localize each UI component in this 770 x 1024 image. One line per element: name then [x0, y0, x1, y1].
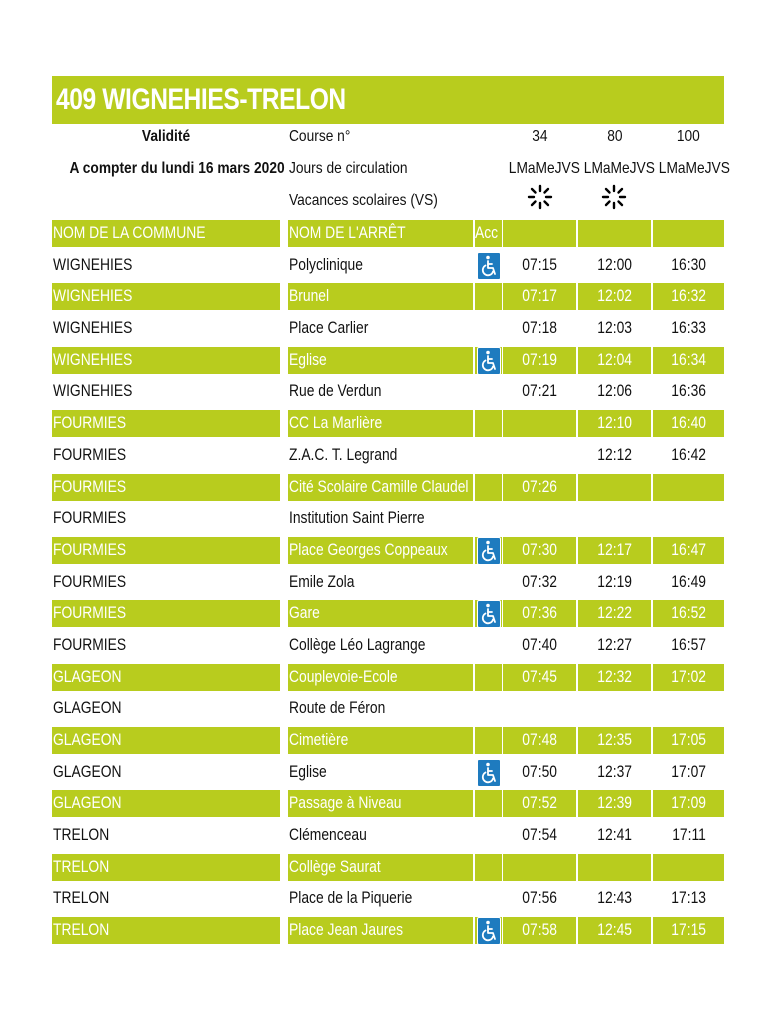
days-label: Jours de circulation — [289, 160, 408, 177]
table-row — [52, 376, 724, 408]
stop-name-cell-text: Route de Féron — [289, 699, 386, 718]
departure-time-course-2-text: 12:17 — [597, 540, 633, 559]
commune-cell — [52, 632, 280, 659]
stop-name-cell-text: Rue de Verdun — [289, 382, 382, 401]
holidays-label-cell — [289, 192, 462, 210]
course-days-3-cell — [653, 160, 730, 178]
departure-time-course-1 — [503, 600, 576, 627]
commune-cell — [52, 759, 280, 786]
holiday-sun-icon — [527, 184, 553, 210]
table-row — [52, 915, 724, 947]
departure-time-course-3 — [653, 600, 724, 627]
commune-cell-text: TRELON — [53, 921, 110, 940]
commune-cell-text: GLAGEON — [53, 699, 122, 718]
table-row — [52, 693, 724, 725]
commune-cell — [52, 378, 280, 405]
departure-time-course-1-text: 07:26 — [522, 477, 558, 496]
accessibility-cell — [475, 854, 502, 881]
stop-name-cell — [288, 442, 473, 469]
accessibility-column-header — [475, 220, 502, 247]
table-row — [52, 725, 724, 757]
departure-time-course-1-text: 07:40 — [522, 635, 558, 654]
commune-cell-text: FOURMIES — [53, 509, 127, 528]
commune-cell-text: WIGNEHIES — [53, 255, 133, 274]
departure-time-course-2 — [578, 505, 651, 532]
departure-time-course-1 — [503, 537, 576, 564]
departure-time-course-3-text: 16:57 — [671, 635, 707, 654]
wheelchair-accessible-icon — [477, 917, 501, 945]
departure-time-course-1-text: 07:32 — [522, 572, 558, 591]
departure-time-course-1 — [503, 315, 576, 342]
departure-time-course-3-text: 16:47 — [671, 540, 707, 559]
table-row — [52, 883, 724, 915]
course-number-2-cell — [578, 128, 651, 146]
stop-name-cell — [288, 854, 473, 881]
departure-time-course-3 — [653, 347, 724, 374]
departure-time-course-3-text: 16:34 — [671, 350, 707, 369]
departure-time-course-3 — [653, 537, 724, 564]
course-number-3-cell — [653, 128, 724, 146]
departure-time-course-2 — [578, 822, 651, 849]
table-row — [52, 472, 724, 504]
stop-name-cell-text: Eglise — [289, 350, 327, 369]
departure-time-course-3-text: 17:15 — [671, 921, 707, 940]
commune-cell — [52, 790, 280, 817]
timetable-body — [52, 250, 724, 947]
stop-name-cell — [288, 347, 473, 374]
wheelchair-accessible-icon — [477, 759, 501, 787]
commune-cell-text: FOURMIES — [53, 604, 127, 623]
departure-time-course-1 — [503, 378, 576, 405]
stop-name-cell — [288, 695, 473, 722]
departure-time-course-2 — [578, 442, 651, 469]
stop-name-cell — [288, 315, 473, 342]
table-row — [52, 567, 724, 599]
table-row — [52, 281, 724, 313]
departure-time-course-3-text: 16:49 — [671, 572, 707, 591]
commune-cell-text: TRELON — [53, 857, 110, 876]
departure-time-course-2 — [578, 347, 651, 374]
days-label-cell — [289, 160, 427, 178]
course-days-1: LMaMeJVS — [508, 160, 580, 177]
departure-time-course-2 — [578, 917, 651, 944]
commune-cell — [52, 695, 280, 722]
departure-time-course-1 — [503, 442, 576, 469]
stop-name-cell — [288, 632, 473, 659]
departure-time-course-2-text: 12:35 — [597, 731, 633, 749]
table-row — [52, 535, 724, 567]
departure-time-course-3-text: 16:52 — [671, 604, 707, 623]
column-header-row — [52, 218, 724, 250]
commune-header-label: NOM DE LA COMMUNE — [53, 224, 206, 242]
stop-name-cell — [288, 727, 473, 754]
timetable-sheet — [52, 76, 730, 947]
validity-value-cell — [52, 160, 285, 178]
stop-name-cell — [288, 378, 473, 405]
departure-time-course-1-text: 07:50 — [522, 762, 558, 781]
stop-name-cell — [288, 664, 473, 691]
departure-time-course-3-text: 16:40 — [671, 414, 707, 433]
course-label: Course n° — [289, 128, 351, 145]
table-row — [52, 598, 724, 630]
stop-name-cell — [288, 600, 473, 627]
departure-time-course-2-text: 12:45 — [597, 921, 633, 940]
departure-time-course-2-text: 12:19 — [597, 572, 633, 591]
stop-name-cell — [288, 822, 473, 849]
departure-time-course-3 — [653, 505, 724, 532]
commune-cell-text: TRELON — [53, 826, 110, 845]
stop-name-cell — [288, 569, 473, 596]
commune-cell-text: GLAGEON — [53, 794, 122, 813]
departure-time-course-1-text: 07:36 — [522, 604, 558, 623]
stop-name-cell-text: Place de la Piquerie — [289, 889, 413, 908]
commune-cell-text: FOURMIES — [53, 540, 127, 559]
departure-time-course-2-text: 12:03 — [597, 319, 633, 338]
accessibility-cell — [475, 505, 502, 532]
departure-time-course-2-text: 12:37 — [597, 762, 633, 781]
table-row — [52, 313, 724, 345]
stop-name-cell-text: Polyclinique — [289, 255, 363, 274]
stop-name-cell — [288, 885, 473, 912]
commune-cell-text: FOURMIES — [53, 477, 127, 496]
stop-name-cell-text: Collège Saurat — [289, 857, 381, 876]
course-1-column-header — [503, 220, 576, 247]
departure-time-course-2-text: 12:02 — [597, 287, 633, 306]
commune-cell — [52, 727, 280, 754]
stop-name-cell — [288, 283, 473, 310]
stop-name-cell — [288, 759, 473, 786]
commune-cell — [52, 664, 280, 691]
acc-header-label: Acc — [475, 224, 499, 242]
departure-time-course-3 — [653, 252, 724, 279]
commune-cell — [52, 505, 280, 532]
stop-name-cell-text: Couplevoie-Ecole — [289, 667, 398, 686]
stop-name-cell-text: Z.A.C. T. Legrand — [289, 445, 398, 464]
course-days-2-cell — [578, 160, 655, 178]
stop-name-cell — [288, 474, 473, 501]
departure-time-course-1-text: 07:17 — [522, 287, 558, 306]
departure-time-course-1 — [503, 632, 576, 659]
accessibility-cell — [475, 885, 502, 912]
departure-time-course-3-text: 17:13 — [671, 889, 707, 908]
departure-time-course-2-text: 12:41 — [597, 826, 633, 845]
table-row — [52, 345, 724, 377]
departure-time-course-2 — [578, 727, 651, 754]
validity-value: A compter du lundi 16 mars 2020 — [69, 160, 285, 177]
table-row — [52, 250, 724, 282]
stop-name-cell-text: Clémenceau — [289, 826, 367, 845]
table-row — [52, 408, 724, 440]
departure-time-course-1 — [503, 759, 576, 786]
commune-cell — [52, 474, 280, 501]
stop-name-cell — [288, 790, 473, 817]
departure-time-course-1 — [503, 885, 576, 912]
line-title-bar — [52, 76, 724, 124]
accessibility-cell — [475, 822, 502, 849]
departure-time-course-3 — [653, 822, 724, 849]
accessibility-cell — [475, 315, 502, 342]
commune-cell-text: WIGNEHIES — [53, 287, 133, 306]
course-3-column-header — [653, 220, 724, 247]
stop-name-cell-text: Passage à Niveau — [289, 794, 402, 813]
course-2-column-header — [578, 220, 651, 247]
stop-name-cell-text: Institution Saint Pierre — [289, 509, 425, 528]
departure-time-course-1-text: 07:52 — [522, 794, 558, 813]
stop-name-cell — [288, 505, 473, 532]
accessibility-cell — [475, 474, 502, 501]
departure-time-course-1 — [503, 474, 576, 501]
departure-time-course-2 — [578, 315, 651, 342]
stop-name-cell — [288, 410, 473, 437]
stop-name-cell-text: Gare — [289, 604, 320, 623]
departure-time-course-3 — [653, 569, 724, 596]
departure-time-course-2 — [578, 474, 651, 501]
holidays-label: Vacances scolaires (VS) — [289, 192, 438, 209]
commune-cell — [52, 917, 280, 944]
departure-time-course-2 — [578, 378, 651, 405]
departure-time-course-1-text: 07:18 — [522, 319, 558, 338]
timetable-header — [52, 124, 730, 218]
commune-cell-text: WIGNEHIES — [53, 382, 133, 401]
departure-time-course-1-text: 07:21 — [522, 382, 558, 401]
commune-cell — [52, 442, 280, 469]
departure-time-course-3-text: 16:33 — [671, 319, 707, 338]
departure-time-course-2 — [578, 759, 651, 786]
table-row — [52, 852, 724, 884]
departure-time-course-3-text: 17:02 — [671, 667, 707, 686]
stop-name-cell-text: Brunel — [289, 287, 330, 306]
accessibility-cell — [475, 410, 502, 437]
course-number-1: 34 — [531, 128, 548, 145]
departure-time-course-2-text: 12:22 — [597, 604, 633, 623]
commune-cell — [52, 569, 280, 596]
departure-time-course-3 — [653, 727, 724, 754]
table-row — [52, 630, 724, 662]
departure-time-course-3 — [653, 917, 724, 944]
stop-header-label: NOM DE L'ARRÊT — [289, 224, 406, 242]
departure-time-course-2-text: 12:12 — [597, 445, 633, 464]
departure-time-course-1-text: 07:15 — [522, 255, 558, 274]
departure-time-course-1 — [503, 790, 576, 817]
accessibility-cell — [475, 695, 502, 722]
departure-time-course-2-text: 12:00 — [597, 255, 633, 274]
departure-time-course-1-text: 07:19 — [522, 350, 558, 369]
departure-time-course-2-text: 12:39 — [597, 794, 633, 813]
commune-cell-text: GLAGEON — [53, 667, 122, 686]
stop-name-cell-text: Collège Léo Lagrange — [289, 635, 426, 654]
table-row — [52, 757, 724, 789]
departure-time-course-2-text: 12:04 — [597, 350, 633, 369]
departure-time-course-2-text: 12:32 — [597, 667, 633, 686]
line-title: 409 WIGNEHIES-TRELON — [56, 83, 346, 116]
departure-time-course-2-text: 12:27 — [597, 635, 633, 654]
wheelchair-accessible-icon — [477, 252, 501, 280]
commune-cell — [52, 347, 280, 374]
accessibility-cell — [475, 632, 502, 659]
commune-cell-text: WIGNEHIES — [53, 350, 133, 369]
departure-time-course-3 — [653, 474, 724, 501]
accessibility-cell — [475, 378, 502, 405]
departure-time-course-1 — [503, 917, 576, 944]
course-label-cell — [289, 128, 360, 146]
departure-time-course-3-text: 17:09 — [671, 794, 707, 813]
departure-time-course-3 — [653, 315, 724, 342]
course-days-3: LMaMeJVS — [658, 160, 730, 177]
departure-time-course-1-text: 07:58 — [522, 921, 558, 940]
departure-time-course-3-text: 17:05 — [671, 731, 707, 749]
departure-time-course-2 — [578, 283, 651, 310]
commune-column-header — [52, 220, 280, 247]
course-number-1-cell — [503, 128, 576, 146]
departure-time-course-2 — [578, 410, 651, 437]
departure-time-course-3-text: 16:36 — [671, 382, 707, 401]
departure-time-course-3 — [653, 854, 724, 881]
commune-cell — [52, 283, 280, 310]
departure-time-course-1-text: 07:54 — [522, 826, 558, 845]
departure-time-course-1 — [503, 664, 576, 691]
departure-time-course-2-text: 12:43 — [597, 889, 633, 908]
departure-time-course-3-text: 17:07 — [671, 762, 707, 781]
stop-name-cell — [288, 537, 473, 564]
table-row — [52, 820, 724, 852]
validity-label-cell — [52, 128, 280, 146]
commune-cell — [52, 822, 280, 849]
commune-cell — [52, 885, 280, 912]
stop-name-cell-text: Cité Scolaire Camille Claudel — [289, 477, 469, 496]
departure-time-course-3 — [653, 410, 724, 437]
stop-name-cell-text: CC La Marlière — [289, 414, 383, 433]
departure-time-course-2 — [578, 885, 651, 912]
departure-time-course-3-text: 16:32 — [671, 287, 707, 306]
table-row — [52, 503, 724, 535]
departure-time-course-3 — [653, 759, 724, 786]
commune-cell-text: GLAGEON — [53, 731, 122, 749]
commune-cell-text: TRELON — [53, 889, 110, 908]
departure-time-course-2 — [578, 252, 651, 279]
departure-time-course-3 — [653, 442, 724, 469]
departure-time-course-1 — [503, 252, 576, 279]
departure-time-course-1 — [503, 347, 576, 374]
course-number-2: 80 — [606, 128, 623, 145]
accessibility-cell — [475, 442, 502, 469]
stop-name-cell-text: Place Carlier — [289, 319, 369, 338]
commune-cell — [52, 600, 280, 627]
commune-cell — [52, 252, 280, 279]
wheelchair-accessible-icon — [477, 347, 501, 375]
departure-time-course-3 — [653, 283, 724, 310]
accessibility-cell — [475, 727, 502, 754]
stop-name-cell — [288, 252, 473, 279]
departure-time-course-3-text: 17:11 — [672, 826, 706, 845]
departure-time-course-2 — [578, 664, 651, 691]
validity-label: Validité — [141, 128, 191, 145]
departure-time-course-2 — [578, 537, 651, 564]
departure-time-course-3-text: 16:30 — [671, 255, 707, 274]
wheelchair-accessible-icon — [477, 537, 501, 565]
commune-cell-text: WIGNEHIES — [53, 319, 133, 338]
wheelchair-accessible-icon — [477, 600, 501, 628]
departure-time-course-1 — [503, 505, 576, 532]
departure-time-course-2 — [578, 854, 651, 881]
departure-time-course-2-text: 12:06 — [597, 382, 633, 401]
stop-name-cell-text: Cimetière — [289, 731, 349, 749]
accessibility-cell — [475, 664, 502, 691]
accessibility-cell — [475, 569, 502, 596]
departure-time-course-2 — [578, 632, 651, 659]
commune-cell — [52, 854, 280, 881]
course-days-2: LMaMeJVS — [583, 160, 655, 177]
departure-time-course-3 — [653, 885, 724, 912]
commune-cell-text: FOURMIES — [53, 445, 127, 464]
departure-time-course-3 — [653, 695, 724, 722]
departure-time-course-2 — [578, 569, 651, 596]
table-row — [52, 788, 724, 820]
departure-time-course-1 — [503, 854, 576, 881]
stop-name-cell-text: Place Georges Coppeaux — [289, 540, 448, 559]
stop-name-cell-text: Place Jean Jaures — [289, 921, 404, 940]
accessibility-cell — [475, 790, 502, 817]
departure-time-course-1 — [503, 727, 576, 754]
commune-cell-text: FOURMIES — [53, 635, 127, 654]
departure-time-course-3 — [653, 664, 724, 691]
stop-column-header — [288, 220, 473, 247]
departure-time-course-2-text: 12:10 — [597, 414, 633, 433]
commune-cell-text: FOURMIES — [53, 414, 127, 433]
commune-cell — [52, 315, 280, 342]
departure-time-course-3-text: 16:42 — [671, 445, 707, 464]
departure-time-course-1 — [503, 822, 576, 849]
course-number-3: 100 — [677, 128, 700, 145]
stop-name-cell-text: Eglise — [289, 762, 327, 781]
departure-time-course-1-text: 07:48 — [522, 731, 558, 749]
departure-time-course-1 — [503, 695, 576, 722]
accessibility-cell — [475, 283, 502, 310]
stop-name-cell — [288, 917, 473, 944]
departure-time-course-3 — [653, 378, 724, 405]
course-days-1-cell — [503, 160, 580, 178]
departure-time-course-1 — [503, 283, 576, 310]
departure-time-course-1 — [503, 569, 576, 596]
departure-time-course-3 — [653, 632, 724, 659]
departure-time-course-3 — [653, 790, 724, 817]
commune-cell-text: GLAGEON — [53, 762, 122, 781]
departure-time-course-2 — [578, 695, 651, 722]
commune-cell-text: FOURMIES — [53, 572, 127, 591]
departure-time-course-2 — [578, 600, 651, 627]
commune-cell — [52, 537, 280, 564]
table-row — [52, 440, 724, 472]
departure-time-course-2 — [578, 790, 651, 817]
commune-cell — [52, 410, 280, 437]
table-row — [52, 662, 724, 694]
departure-time-course-1-text: 07:56 — [522, 889, 558, 908]
stop-name-cell-text: Emile Zola — [289, 572, 355, 591]
departure-time-course-1 — [503, 410, 576, 437]
holiday-sun-icon — [601, 184, 627, 210]
departure-time-course-1-text: 07:30 — [522, 540, 558, 559]
departure-time-course-1-text: 07:45 — [522, 667, 558, 686]
